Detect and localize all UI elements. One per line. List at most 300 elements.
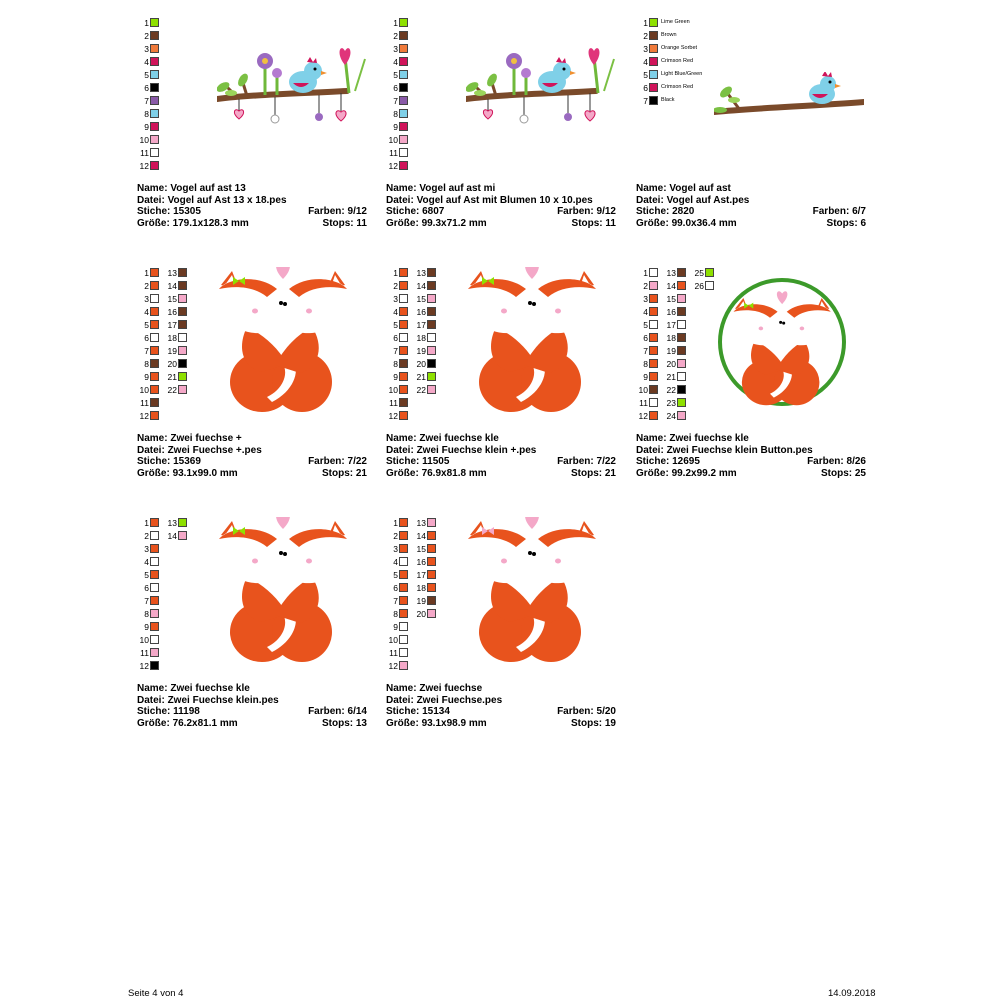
color-swatch-row (386, 543, 408, 555)
swatch-number: 24 (666, 411, 676, 421)
swatch-number: 14 (416, 281, 426, 291)
color-swatch (178, 268, 187, 277)
swatch-number: 25 (694, 268, 704, 278)
color-swatch-row (636, 69, 702, 81)
color-swatch-row (664, 267, 686, 279)
swatch-number: 8 (393, 609, 398, 619)
color-swatch-row (137, 121, 159, 133)
color-swatch (150, 18, 159, 27)
swatch-number: 15 (416, 294, 426, 304)
design-farben: 6/7 (852, 206, 866, 217)
info-stops (821, 468, 866, 480)
color-swatch (178, 320, 187, 329)
info-label: Stiche: (137, 206, 171, 217)
color-swatch-row (137, 82, 159, 94)
color-swatch-row (664, 280, 686, 292)
color-swatch-row (386, 43, 408, 55)
swatch-number: 19 (416, 596, 426, 606)
color-legend (636, 267, 716, 427)
swatch-number: 17 (416, 570, 426, 580)
color-swatch-row (636, 82, 693, 94)
swatch-number: 20 (167, 359, 177, 369)
color-swatch-row (137, 319, 159, 331)
color-swatch (677, 320, 686, 329)
color-swatch (150, 648, 159, 657)
info-label: Stops: (826, 217, 858, 229)
swatch-number: 3 (393, 544, 398, 554)
color-swatch-row (664, 332, 686, 344)
color-swatch (649, 320, 658, 329)
color-swatch (649, 294, 658, 303)
color-swatch-row (386, 660, 408, 672)
design-size: 99.2x99.2 mm (671, 467, 737, 479)
info-label: Farben: (308, 456, 345, 467)
color-swatch (399, 531, 408, 540)
color-swatch (399, 557, 408, 566)
color-swatch-row (386, 569, 408, 581)
info-stitches-line (386, 206, 616, 218)
info-label: Größe: (386, 217, 419, 229)
info-label: Name: (636, 183, 667, 194)
swatch-number: 1 (643, 268, 648, 278)
design-stitches: 2820 (672, 206, 695, 217)
design-stitches: 15369 (173, 456, 201, 467)
swatch-number: 17 (167, 320, 177, 330)
info-label: Name: (386, 433, 417, 444)
info-label: Größe: (137, 717, 170, 729)
info-stitches-line (386, 456, 616, 468)
swatch-number: 6 (643, 83, 648, 93)
color-swatch-row (386, 621, 408, 633)
color-swatch (399, 268, 408, 277)
color-swatch-row (137, 293, 159, 305)
swatch-number: 4 (643, 307, 648, 317)
swatch-number: 10 (139, 135, 149, 145)
swatch-number: 7 (643, 346, 648, 356)
color-swatch-row (414, 371, 436, 383)
color-swatch-row (636, 280, 658, 292)
color-swatch (178, 307, 187, 316)
color-swatch-row (386, 358, 408, 370)
color-swatch (427, 596, 436, 605)
color-swatch (399, 596, 408, 605)
swatch-number: 4 (144, 557, 149, 567)
color-swatch (150, 122, 159, 131)
swatch-number: 5 (393, 70, 398, 80)
color-swatch-row (414, 345, 436, 357)
info-label: Größe: (386, 467, 419, 479)
swatch-number: 21 (416, 372, 426, 382)
swatch-number: 20 (416, 609, 426, 619)
page-number: Seite 4 von 4 (128, 988, 184, 999)
color-swatch-row (137, 30, 159, 42)
color-swatch (178, 531, 187, 540)
info-size-line (137, 468, 367, 480)
color-swatch-row (414, 384, 436, 396)
color-swatch (427, 557, 436, 566)
swatch-number: 8 (144, 359, 149, 369)
design-stops: 25 (854, 467, 866, 479)
color-swatch (649, 333, 658, 342)
design-info (636, 183, 866, 229)
info-colors (308, 706, 367, 718)
info-label: Farben: (807, 456, 844, 467)
swatch-number: 9 (144, 122, 149, 132)
info-stops (571, 468, 616, 480)
design-card (636, 17, 866, 239)
color-swatch (399, 544, 408, 553)
color-swatch (178, 281, 187, 290)
swatch-number: 2 (144, 31, 149, 41)
color-swatch-row (386, 530, 408, 542)
color-swatch-row (636, 332, 658, 344)
color-swatch-row (414, 530, 436, 542)
design-file: Vogel auf Ast.pes (666, 194, 750, 206)
color-swatch (649, 44, 658, 53)
color-swatch (399, 294, 408, 303)
color-swatch-row (386, 17, 408, 29)
swatch-number: 1 (393, 18, 398, 28)
color-legend (137, 17, 217, 177)
design-file: Zwei Fuechse +.pes (167, 444, 262, 456)
color-swatch-row (137, 95, 159, 107)
color-swatch (649, 398, 658, 407)
design-name: Vogel auf ast 13 (170, 183, 246, 194)
color-swatch (399, 398, 408, 407)
swatch-number: 12 (638, 411, 648, 421)
swatch-number: 3 (393, 44, 398, 54)
swatch-number: 13 (666, 268, 676, 278)
color-swatch-row (386, 134, 408, 146)
color-swatch-row (636, 17, 690, 29)
swatch-number: 20 (666, 359, 676, 369)
info-label: Datei: (386, 694, 414, 706)
color-swatch (399, 583, 408, 592)
design-card (386, 267, 616, 489)
color-swatch-row (165, 384, 187, 396)
swatch-number: 3 (643, 294, 648, 304)
swatch-number: 4 (144, 57, 149, 67)
design-size: 93.1x98.9 mm (421, 717, 487, 729)
color-swatch (150, 359, 159, 368)
swatch-number: 5 (144, 70, 149, 80)
info-name-line (386, 433, 616, 445)
color-swatch-row (636, 358, 658, 370)
color-swatch (399, 161, 408, 170)
design-stops: 13 (355, 717, 367, 729)
info-colors (807, 456, 866, 468)
color-swatch (427, 281, 436, 290)
swatch-number: 12 (139, 411, 149, 421)
info-label: Größe: (137, 467, 170, 479)
info-label: Name: (386, 683, 417, 694)
color-swatch-row (386, 293, 408, 305)
color-swatch (178, 294, 187, 303)
swatch-number: 2 (393, 281, 398, 291)
color-swatch (649, 346, 658, 355)
info-size-line (137, 718, 367, 730)
embroidery-motif (714, 72, 864, 113)
color-swatch (649, 31, 658, 40)
design-stops: 21 (355, 467, 367, 479)
color-swatch (427, 320, 436, 329)
color-swatch-row (414, 595, 436, 607)
swatch-number: 5 (643, 70, 648, 80)
design-size: 179.1x128.3 mm (172, 217, 249, 229)
color-swatch (150, 57, 159, 66)
color-swatch (427, 268, 436, 277)
color-swatch (649, 268, 658, 277)
swatch-number: 10 (638, 385, 648, 395)
color-swatch (705, 268, 714, 277)
color-swatch (677, 385, 686, 394)
color-swatch (677, 398, 686, 407)
swatch-number: 2 (144, 281, 149, 291)
design-file: Zwei Fuechse klein Button.pes (666, 444, 813, 456)
design-farben: 5/20 (596, 706, 616, 717)
color-swatch (399, 135, 408, 144)
color-swatch (399, 109, 408, 118)
design-name: Zwei fuechse kle (170, 683, 250, 694)
color-swatch-row (165, 306, 187, 318)
swatch-number: 4 (393, 307, 398, 317)
color-swatch (677, 333, 686, 342)
design-farben: 6/14 (347, 706, 367, 717)
color-swatch-row (636, 397, 658, 409)
color-swatch-row (137, 582, 159, 594)
embroidery-preview (714, 72, 864, 122)
design-name: Zwei fuechse (419, 683, 483, 694)
swatch-number: 9 (144, 372, 149, 382)
info-name-line (636, 433, 866, 445)
color-swatch-row (636, 384, 658, 396)
color-swatch-row (165, 371, 187, 383)
color-swatch-row (414, 280, 436, 292)
design-stitches: 11505 (422, 456, 450, 467)
color-swatch (399, 372, 408, 381)
color-swatch-row (636, 371, 658, 383)
color-swatch (178, 333, 187, 342)
color-swatch (399, 635, 408, 644)
info-label: Stiche: (137, 706, 171, 717)
info-colors (308, 456, 367, 468)
swatch-number: 9 (393, 622, 398, 632)
swatch-number: 6 (393, 333, 398, 343)
design-farben: 9/12 (596, 206, 616, 217)
color-swatch-row (137, 108, 159, 120)
color-swatch-row (386, 30, 408, 42)
embroidery-motif (468, 517, 596, 662)
swatch-number: 18 (416, 333, 426, 343)
info-label: Datei: (636, 194, 664, 206)
embroidery-preview (716, 267, 848, 417)
color-swatch (150, 596, 159, 605)
swatch-number: 3 (144, 544, 149, 554)
swatch-number: 15 (416, 544, 426, 554)
info-label: Stiche: (636, 206, 670, 217)
swatch-color-name: Crimson Red (661, 58, 694, 64)
color-swatch-row (414, 569, 436, 581)
swatch-number: 8 (643, 359, 648, 369)
color-swatch-row (414, 358, 436, 370)
info-stops (572, 218, 616, 230)
color-swatch (399, 661, 408, 670)
info-file-line (636, 195, 866, 207)
swatch-number: 4 (643, 57, 648, 67)
design-name: Zwei fuechse kle (669, 433, 749, 444)
color-swatch (150, 161, 159, 170)
color-swatch-row (692, 267, 714, 279)
swatch-number: 26 (694, 281, 704, 291)
color-swatch (677, 372, 686, 381)
color-swatch (399, 333, 408, 342)
color-swatch (150, 531, 159, 540)
swatch-number: 10 (388, 635, 398, 645)
embroidery-motif (468, 267, 596, 412)
color-swatch (150, 557, 159, 566)
swatch-number: 1 (393, 518, 398, 528)
embroidery-motif (217, 48, 365, 123)
color-swatch (677, 268, 686, 277)
color-swatch (150, 518, 159, 527)
design-stitches: 6807 (422, 206, 445, 217)
swatch-number: 22 (416, 385, 426, 395)
color-swatch (427, 544, 436, 553)
swatch-number: 17 (666, 320, 676, 330)
color-swatch (399, 70, 408, 79)
color-swatch-row (414, 582, 436, 594)
color-swatch-row (664, 345, 686, 357)
color-swatch-row (137, 384, 159, 396)
info-stops (322, 468, 367, 480)
color-swatch-row (414, 319, 436, 331)
color-swatch-row (414, 293, 436, 305)
swatch-number: 12 (388, 661, 398, 671)
info-stitches-line (137, 456, 367, 468)
color-swatch-row (636, 56, 693, 68)
color-swatch (150, 307, 159, 316)
design-name: Zwei fuechse kle (419, 433, 499, 444)
color-swatch (150, 294, 159, 303)
color-swatch-row (165, 293, 187, 305)
color-swatch-row (137, 608, 159, 620)
info-size-line (386, 468, 616, 480)
swatch-number: 9 (144, 622, 149, 632)
swatch-number: 8 (144, 609, 149, 619)
swatch-color-name: Crimson Red (661, 84, 694, 90)
swatch-number: 2 (393, 531, 398, 541)
info-label: Stiche: (137, 456, 171, 467)
color-swatch (178, 518, 187, 527)
color-swatch-row (636, 267, 658, 279)
color-swatch (150, 661, 159, 670)
swatch-number: 6 (144, 583, 149, 593)
design-stops: 6 (860, 217, 866, 229)
color-legend (137, 267, 217, 427)
color-swatch-row (386, 108, 408, 120)
color-swatch (150, 398, 159, 407)
design-file: Zwei Fuechse.pes (416, 694, 503, 706)
color-swatch (150, 411, 159, 420)
swatch-number: 19 (416, 346, 426, 356)
color-legend (386, 267, 466, 427)
embroidery-motif (219, 517, 347, 662)
info-label: Name: (137, 183, 168, 194)
info-colors (813, 206, 866, 218)
color-swatch-row (636, 293, 658, 305)
color-swatch-row (137, 332, 159, 344)
color-swatch-row (165, 332, 187, 344)
color-swatch-row (664, 358, 686, 370)
color-swatch-row (636, 95, 674, 107)
design-size: 99.3x71.2 mm (421, 217, 487, 229)
design-info (386, 683, 616, 729)
swatch-number: 2 (393, 31, 398, 41)
color-swatch (399, 122, 408, 131)
design-info (137, 433, 367, 479)
color-swatch-row (692, 280, 714, 292)
color-swatch (178, 385, 187, 394)
swatch-number: 8 (144, 109, 149, 119)
info-file-line (137, 695, 367, 707)
swatch-number: 3 (643, 44, 648, 54)
color-swatch-row (386, 582, 408, 594)
color-swatch-row (386, 267, 408, 279)
color-swatch (150, 622, 159, 631)
swatch-number: 19 (167, 346, 177, 356)
design-farben: 8/26 (846, 456, 866, 467)
design-farben: 7/22 (347, 456, 367, 467)
color-swatch (427, 531, 436, 540)
color-swatch-row (386, 121, 408, 133)
info-label: Stiche: (636, 456, 670, 467)
color-swatch-row (664, 371, 686, 383)
swatch-number: 1 (144, 518, 149, 528)
info-name-line (386, 183, 616, 195)
color-swatch (150, 346, 159, 355)
info-label: Farben: (308, 706, 345, 717)
swatch-number: 9 (393, 122, 398, 132)
swatch-number: 4 (393, 557, 398, 567)
swatch-number: 2 (643, 281, 648, 291)
design-info (386, 433, 616, 479)
info-size-line (636, 218, 866, 230)
color-swatch-row (386, 95, 408, 107)
design-name: Vogel auf ast mi (419, 183, 496, 194)
info-label: Stops: (321, 467, 354, 479)
info-label: Stiche: (386, 456, 420, 467)
swatch-number: 12 (139, 161, 149, 171)
design-file: Vogel auf Ast mit Blumen 10 x 10.pes (416, 194, 593, 206)
color-legend (386, 17, 466, 177)
color-swatch-row (165, 280, 187, 292)
info-stitches-line (137, 206, 367, 218)
color-swatch-row (664, 397, 686, 409)
color-swatch-row (386, 410, 408, 422)
design-stitches: 15134 (422, 706, 450, 717)
swatch-number: 21 (666, 372, 676, 382)
swatch-number: 7 (393, 96, 398, 106)
color-swatch (150, 44, 159, 53)
design-size: 76.9x81.8 mm (421, 467, 487, 479)
color-swatch-row (414, 543, 436, 555)
color-swatch (150, 609, 159, 618)
color-swatch (649, 18, 658, 27)
swatch-number: 19 (666, 346, 676, 356)
color-swatch-row (137, 621, 159, 633)
embroidery-preview (217, 267, 349, 417)
swatch-number: 4 (393, 57, 398, 67)
